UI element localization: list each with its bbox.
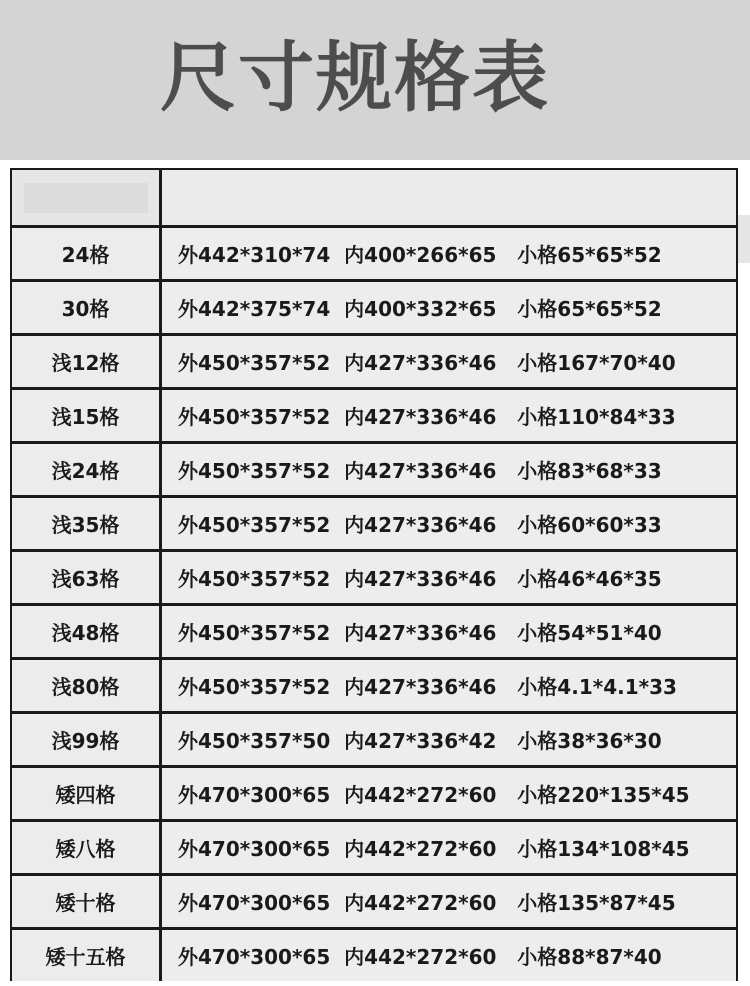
dimensions-cell: 外470*300*65 内442*272*60 小格88*87*40 bbox=[159, 930, 738, 981]
table-row bbox=[10, 927, 738, 981]
header-banner bbox=[0, 0, 750, 160]
table-row bbox=[10, 765, 738, 819]
table-row bbox=[10, 657, 738, 711]
dimensions-cell: 外470*300*65 内442*272*60 小格135*87*45 bbox=[159, 876, 738, 927]
model-name-cell: 矮十五格 bbox=[10, 930, 159, 981]
table-row bbox=[10, 495, 738, 549]
dimensions-cell: 外450*357*52 内427*336*46 小格4.1*4.1*33 bbox=[159, 660, 738, 711]
header-spec-cell bbox=[159, 170, 738, 225]
model-name-cell: 浅12格 bbox=[10, 336, 159, 387]
model-name-cell: 浅99格 bbox=[10, 714, 159, 765]
dimensions-cell: 外470*300*65 内442*272*60 小格134*108*45 bbox=[159, 822, 738, 873]
model-name-cell: 矮十格 bbox=[10, 876, 159, 927]
table-row bbox=[10, 549, 738, 603]
model-name-cell: 浅35格 bbox=[10, 498, 159, 549]
model-name-cell: 浅80格 bbox=[10, 660, 159, 711]
dimensions-cell: 外450*357*52 内427*336*46 小格46*46*35 bbox=[159, 552, 738, 603]
dimensions-cell: 外442*310*74 内400*266*65 小格65*65*52 bbox=[159, 228, 738, 279]
dimensions-cell: 外450*357*52 内427*336*46 小格167*70*40 bbox=[159, 336, 738, 387]
header-name-cell bbox=[10, 170, 159, 225]
model-name-cell: 24格 bbox=[10, 228, 159, 279]
table-header-row bbox=[10, 168, 738, 225]
model-name-cell: 浅63格 bbox=[10, 552, 159, 603]
table-row bbox=[10, 225, 738, 279]
dimensions-cell: 外450*357*52 内427*336*46 小格60*60*33 bbox=[159, 498, 738, 549]
table-row bbox=[10, 603, 738, 657]
dimensions-cell: 外450*357*52 内427*336*46 小格83*68*33 bbox=[159, 444, 738, 495]
table-row bbox=[10, 333, 738, 387]
page-title: 尺寸规格表 bbox=[160, 33, 550, 122]
dimensions-cell: 外450*357*52 内427*336*46 小格110*84*33 bbox=[159, 390, 738, 441]
model-name-cell: 30格 bbox=[10, 282, 159, 333]
table-row bbox=[10, 819, 738, 873]
dimensions-cell: 外442*375*74 内400*332*65 小格65*65*52 bbox=[159, 282, 738, 333]
model-name-cell: 矮四格 bbox=[10, 768, 159, 819]
dimensions-cell: 外450*357*52 内427*336*46 小格54*51*40 bbox=[159, 606, 738, 657]
table-row bbox=[10, 711, 738, 765]
model-name-cell: 浅24格 bbox=[10, 444, 159, 495]
model-name-cell: 矮八格 bbox=[10, 822, 159, 873]
table-row bbox=[10, 279, 738, 333]
table-row bbox=[10, 387, 738, 441]
spec-table bbox=[10, 168, 738, 981]
table-row bbox=[10, 873, 738, 927]
model-name-cell: 浅15格 bbox=[10, 390, 159, 441]
dimensions-cell: 外470*300*65 内442*272*60 小格220*135*45 bbox=[159, 768, 738, 819]
model-name-cell: 浅48格 bbox=[10, 606, 159, 657]
dimensions-cell: 外450*357*50 内427*336*42 小格38*36*30 bbox=[159, 714, 738, 765]
table-row bbox=[10, 441, 738, 495]
